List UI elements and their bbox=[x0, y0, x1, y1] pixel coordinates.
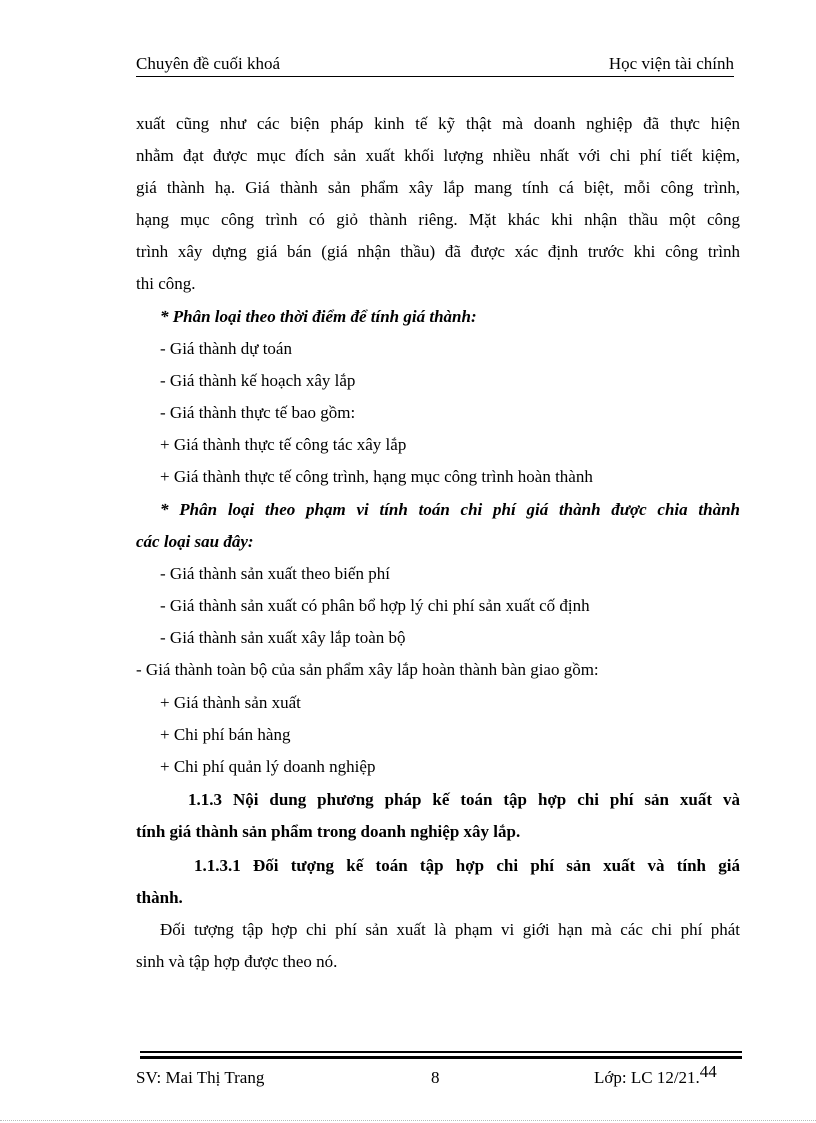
section-title-1-1-3: 1.1.3 Nội dung phương pháp kế toán tập hợp chi phí sản xuất và bbox=[188, 790, 740, 809]
list-item: - Giá thành sản xuất có phân bổ hợp lý chi phí sản xuất cố định bbox=[160, 596, 590, 615]
section-heading-scope-cont: các loại sau đây: bbox=[136, 532, 254, 551]
footer-class-suffix: 44 bbox=[699, 1062, 717, 1081]
list-item: + Chi phí bán hàng bbox=[160, 725, 291, 744]
paragraph-line: xuất cũng như các biện pháp kinh tế kỹ thật mà doanh nghiệp đã thực hiện bbox=[136, 114, 740, 133]
list-item: - Giá thành dự toán bbox=[160, 339, 292, 358]
list-item: + Giá thành thực tế công trình, hạng mục công trình hoàn thành bbox=[160, 467, 593, 486]
paragraph-line: sinh và tập hợp được theo nó. bbox=[136, 952, 338, 971]
footer-student: SV: Mai Thị Trang bbox=[136, 1068, 265, 1087]
header-right-title: Học viện tài chính bbox=[608, 54, 734, 73]
section-heading-time: * Phân loại theo thời điểm để tính giá thành: bbox=[160, 307, 477, 326]
header-left-title: Chuyên đề cuối khoá bbox=[136, 54, 280, 73]
footer-rule bbox=[140, 1051, 742, 1053]
list-item: - Giá thành sản xuất theo biến phí bbox=[160, 564, 390, 583]
list-item: + Giá thành sản xuất bbox=[160, 693, 301, 712]
list-item: - Giá thành toàn bộ của sản phẩm xây lắp hoàn thành bàn giao gồm: bbox=[136, 660, 599, 679]
list-item: - Giá thành kế hoạch xây lắp bbox=[160, 371, 356, 390]
header-rule bbox=[136, 76, 734, 77]
section-heading-scope: * Phân loại theo phạm vi tính toán chi phí giá thành được chia thành bbox=[160, 500, 740, 519]
page-number: 8 bbox=[431, 1068, 440, 1087]
page-header bbox=[136, 52, 734, 78]
list-item: + Giá thành thực tế công tác xây lắp bbox=[160, 435, 407, 454]
list-item: + Chi phí quản lý doanh nghiệp bbox=[160, 757, 376, 776]
list-item: - Giá thành thực tế bao gồm: bbox=[160, 403, 356, 422]
section-title-1-1-3-cont: tính giá thành sản phẩm trong doanh nghiệp xây lắp. bbox=[136, 822, 521, 841]
footer-rule bbox=[140, 1056, 742, 1059]
paragraph-line: hạng mục công trình có giỏ thành riêng. Mặt khác khi nhận thầu một công bbox=[136, 210, 740, 229]
paragraph-line: giá thành hạ. Giá thành sản phẩm xây lắp mang tính cá biệt, mỗi công trình, bbox=[136, 178, 740, 197]
section-title-1-1-3-1: 1.1.3.1 Đối tượng kế toán tập hợp chi phí sản xuất và tính giá bbox=[194, 856, 740, 875]
paragraph-line: thi công. bbox=[136, 274, 196, 293]
list-item: - Giá thành sản xuất xây lắp toàn bộ bbox=[160, 628, 406, 647]
footer-class-label: Lớp: LC 12/21. bbox=[594, 1068, 700, 1087]
paragraph-line: trình xây dựng giá bán (giá nhận thầu) đã được xác định trước khi công trình bbox=[136, 242, 740, 261]
page-bottom-dotted-line bbox=[0, 1120, 816, 1121]
section-title-1-1-3-1-cont: thành. bbox=[136, 888, 183, 907]
paragraph-line: Đối tượng tập hợp chi phí sản xuất là phạm vi giới hạn mà các chi phí phát bbox=[160, 920, 740, 939]
footer-class bbox=[594, 1062, 717, 1088]
paragraph-line: nhằm đạt được mục đích sản xuất khối lượng nhiều nhất với chi phí tiết kiệm, bbox=[136, 146, 740, 165]
